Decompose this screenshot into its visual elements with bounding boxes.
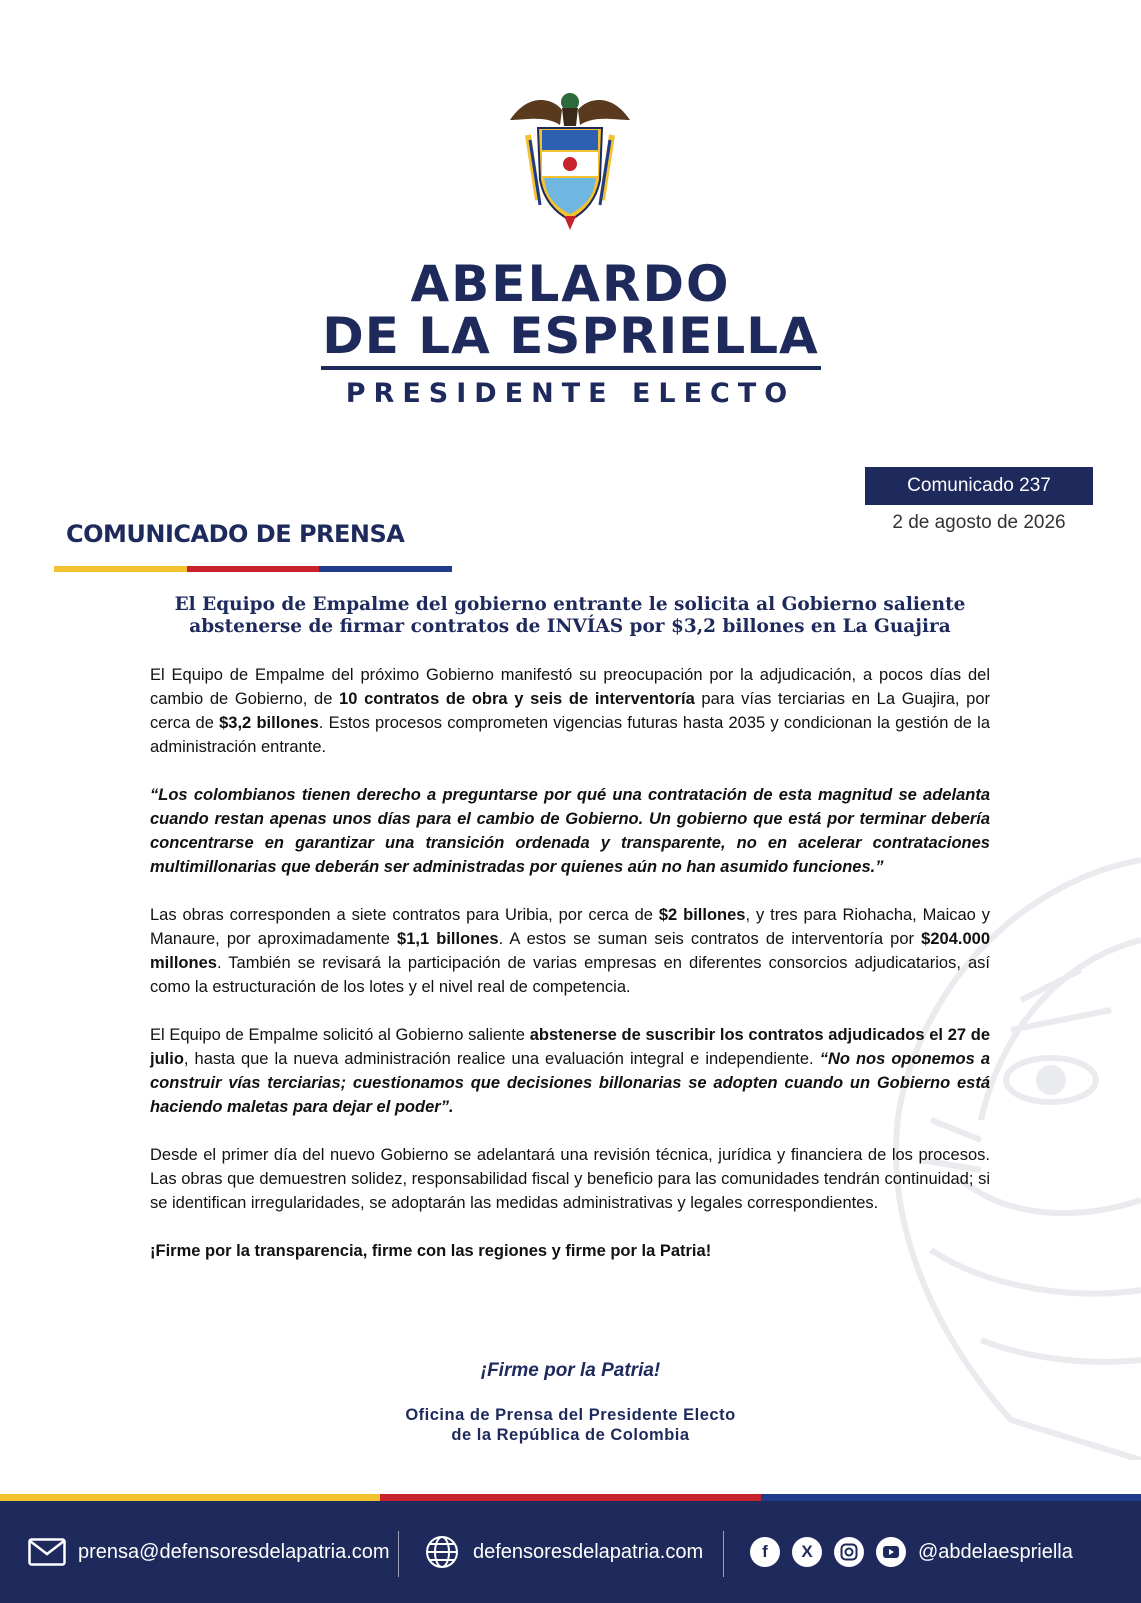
- instagram-icon[interactable]: [834, 1537, 864, 1567]
- headline: [140, 594, 1000, 638]
- name-line-1: ABELARDO: [410, 255, 731, 313]
- mail-icon: [28, 1538, 66, 1566]
- tricolor-underline: [54, 566, 452, 572]
- headline-line-2: abstenerse de firmar contratos de INVÍAS por $3,2 billones en La Guajira: [189, 616, 951, 637]
- paragraph-2-quote: “Los colombianos tienen derecho a preguntarse por qué una contratación de esta magnitud se adelanta cuando restan apenas unos días para el cambio de Gobierno. Un gobierno que está por terminar debería concentrarse en garantizar una transición ordenada y transparente, no en acelerar contrataciones multimillonarias que deberán ser administradas por quienes aún no han asumido funciones.”: [150, 786, 990, 876]
- footer-separator: [723, 1531, 724, 1577]
- colombia-coat-of-arms-icon: [500, 80, 640, 230]
- name-line-2: DE LA ESPRIELLA: [322, 307, 819, 365]
- footer-separator: [398, 1531, 399, 1577]
- youtube-icon[interactable]: [876, 1537, 906, 1567]
- press-office-signature: Oficina de Prensa del Presidente Electo de la República de Colombia: [405, 1406, 736, 1444]
- footer-website[interactable]: [425, 1501, 703, 1603]
- paragraph-4: El Equipo de Empalme solicitó al Gobierno saliente abstenerse de suscribir los contratos adjudicados el 27 de julio, hasta que la nueva administración realice una evaluación integral e independiente. “No nos oponemos a construir vías terciarias; cuestionamos que decisiones billonarias se adopten cuando un Gobierno está haciendo maletas para dejar el poder”.: [150, 1026, 990, 1116]
- paragraph-5: Desde el primer día del nuevo Gobierno se adelantará una revisión técnica, jurídica y financiera de los procesos. Las obras que demuestren solidez, responsabilidad fiscal y beneficio para las comunidades tendrán continuidad; si se identifican irregularidades, se adoptarán las medidas administrativas y legales correspondientes.: [150, 1146, 990, 1212]
- footer-email[interactable]: [28, 1501, 390, 1603]
- globe-icon: [425, 1535, 459, 1569]
- communique-number: Comunicado 237: [865, 467, 1093, 505]
- name-divider: [321, 366, 821, 370]
- communique-date: 2 de agosto de 2026: [892, 512, 1066, 533]
- x-icon[interactable]: X: [792, 1537, 822, 1567]
- footer-tricolor-stripe: [0, 1494, 1141, 1501]
- section-title: COMUNICADO DE PRENSA: [66, 520, 405, 548]
- facebook-icon[interactable]: f: [750, 1537, 780, 1567]
- footer: [0, 1501, 1141, 1603]
- paragraph-3: Las obras corresponden a siete contratos para Uribia, por cerca de $2 billones, y tres para Riohacha, Maicao y Manaure, por aproximadamente $1,1 billones. A estos se suman seis contratos de interventoría por $204.000 millones. También se revisará la participación de varias empresas en diferentes consorcios adjudicatarios, así como la estructuración de los lotes y el nivel real de competencia.: [150, 906, 991, 996]
- social-handle[interactable]: @abdelaespriella: [918, 1540, 1073, 1563]
- footer-social: [750, 1501, 1073, 1603]
- president-elect-logo: [0, 255, 1141, 409]
- press-release-body: [150, 663, 990, 1287]
- headline-line-1: El Equipo de Empalme del gobierno entrante le solicita al Gobierno saliente: [174, 594, 966, 615]
- paragraph-6: ¡Firme por la transparencia, firme con las regiones y firme por la Patria!: [150, 1242, 712, 1260]
- president-elect-subtitle: PRESIDENTE ELECTO: [345, 378, 796, 409]
- website-link[interactable]: defensoresdelapatria.com: [473, 1540, 704, 1563]
- email-link[interactable]: prensa@defensoresdelapatria.com: [78, 1540, 390, 1563]
- closing-slogan: ¡Firme por la Patria!: [480, 1360, 661, 1381]
- paragraph-1: El Equipo de Empalme del próximo Gobierno manifestó su preocupación por la adjudicación, a pocos días del cambio de Gobierno, de 10 contratos de obra y seis de interventoría para vías terciarias en La Guajira, por cerca de $3,2 billones. Estos procesos comprometen vigencias futuras hasta 2035 y condicionan la gestión de la administración entrante.: [150, 666, 991, 756]
